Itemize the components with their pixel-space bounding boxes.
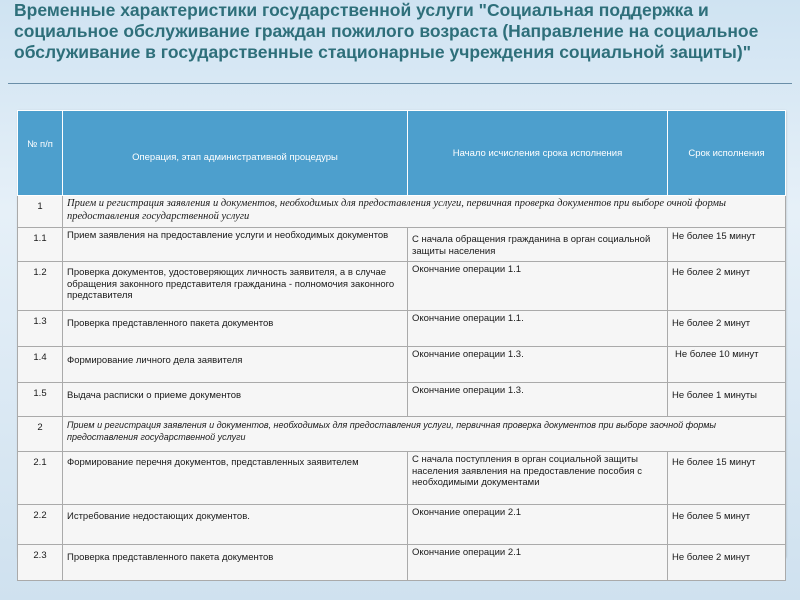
deadline-cell: Не более 2 минут (668, 311, 786, 347)
operation-cell: Проверка документов, удостоверяющих личность заявителя, а в случае обращения законного представителя гражданина - полномочия законного представителя (63, 262, 408, 311)
slide-title: Временные характеристики государственной услуги "Социальная поддержка и социальное обслуживание граждан пожилого возраста (Направление на социальное обслуживание в государственные стационарные учреждения социальной защиты)" (14, 0, 759, 62)
table-row (18, 505, 786, 545)
row-num: 2.2 (18, 505, 63, 545)
header-num: № п/п (18, 111, 63, 196)
operation-cell: Истребование недостающих документов. (63, 505, 408, 545)
header-start: Начало исчисления срока исполнения (408, 111, 668, 196)
header-operation: Операция, этап административной процедуры (63, 111, 408, 196)
start-cell: С начала поступления в орган социальной защиты населения заявления на предоставление пособия с необходимыми документами (408, 452, 668, 505)
deadline-cell: Не более 2 минут (668, 262, 786, 311)
timing-table-container (17, 110, 785, 563)
deadline-cell: Не более 2 минут (668, 545, 786, 581)
table-row (18, 347, 786, 383)
timing-table (17, 110, 786, 581)
row-num: 1 (18, 196, 63, 228)
operation-cell: Формирование перечня документов, представленных заявителем (63, 452, 408, 505)
deadline-cell: Не более 5 минут (668, 505, 786, 545)
title-divider (8, 83, 792, 84)
row-num: 1.3 (18, 311, 63, 347)
operation-cell: Формирование личного дела заявителя (63, 347, 408, 383)
table-row (18, 228, 786, 262)
table-row (18, 545, 786, 581)
start-cell: Окончание операции 1.1 (408, 262, 668, 311)
deadline-cell: Не более 1 минуты (668, 383, 786, 417)
deadline-cell: Не более 15 минут (668, 452, 786, 505)
start-cell: Окончание операции 1.3. (408, 383, 668, 417)
operation-cell: Выдача расписки о приеме документов (63, 383, 408, 417)
table-row (18, 452, 786, 505)
row-num: 2.1 (18, 452, 63, 505)
row-num: 1.5 (18, 383, 63, 417)
start-cell: Окончание операции 1.3. (408, 347, 668, 383)
row-num: 2 (18, 417, 63, 452)
deadline-cell: Не более 15 минут (668, 228, 786, 262)
deadline-cell: Не более 10 минут (668, 347, 786, 383)
operation-cell: Прием заявления на предоставление услуги и необходимых документов (63, 228, 408, 262)
start-cell: Окончание операции 2.1 (408, 545, 668, 581)
row-num: 1.2 (18, 262, 63, 311)
row-num: 1.1 (18, 228, 63, 262)
row-num: 1.4 (18, 347, 63, 383)
start-cell: Окончание операции 2.1 (408, 505, 668, 545)
start-cell: Окончание операции 1.1. (408, 311, 668, 347)
group-heading: Прием и регистрация заявления и документов, необходимых для предоставления услуги, первичная проверка документов при выборе заочной формы предоставления государственной услуги (63, 417, 786, 452)
start-cell: С начала обращения гражданина в орган социальной защиты населения (408, 228, 668, 262)
table-row (18, 311, 786, 347)
table-row (18, 262, 786, 311)
operation-cell: Проверка представленного пакета документов (63, 545, 408, 581)
header-deadline: Срок исполнения (668, 111, 786, 196)
row-num: 2.3 (18, 545, 63, 581)
table-row (18, 383, 786, 417)
table-row (18, 196, 786, 228)
group-heading: Прием и регистрация заявления и документов, необходимых для предоставления услуги, первичная проверка документов при выборе очной формы предоставления государственной услуги (63, 196, 786, 228)
operation-cell: Проверка представленного пакета документов (63, 311, 408, 347)
table-header-row (18, 111, 786, 196)
table-row (18, 417, 786, 452)
